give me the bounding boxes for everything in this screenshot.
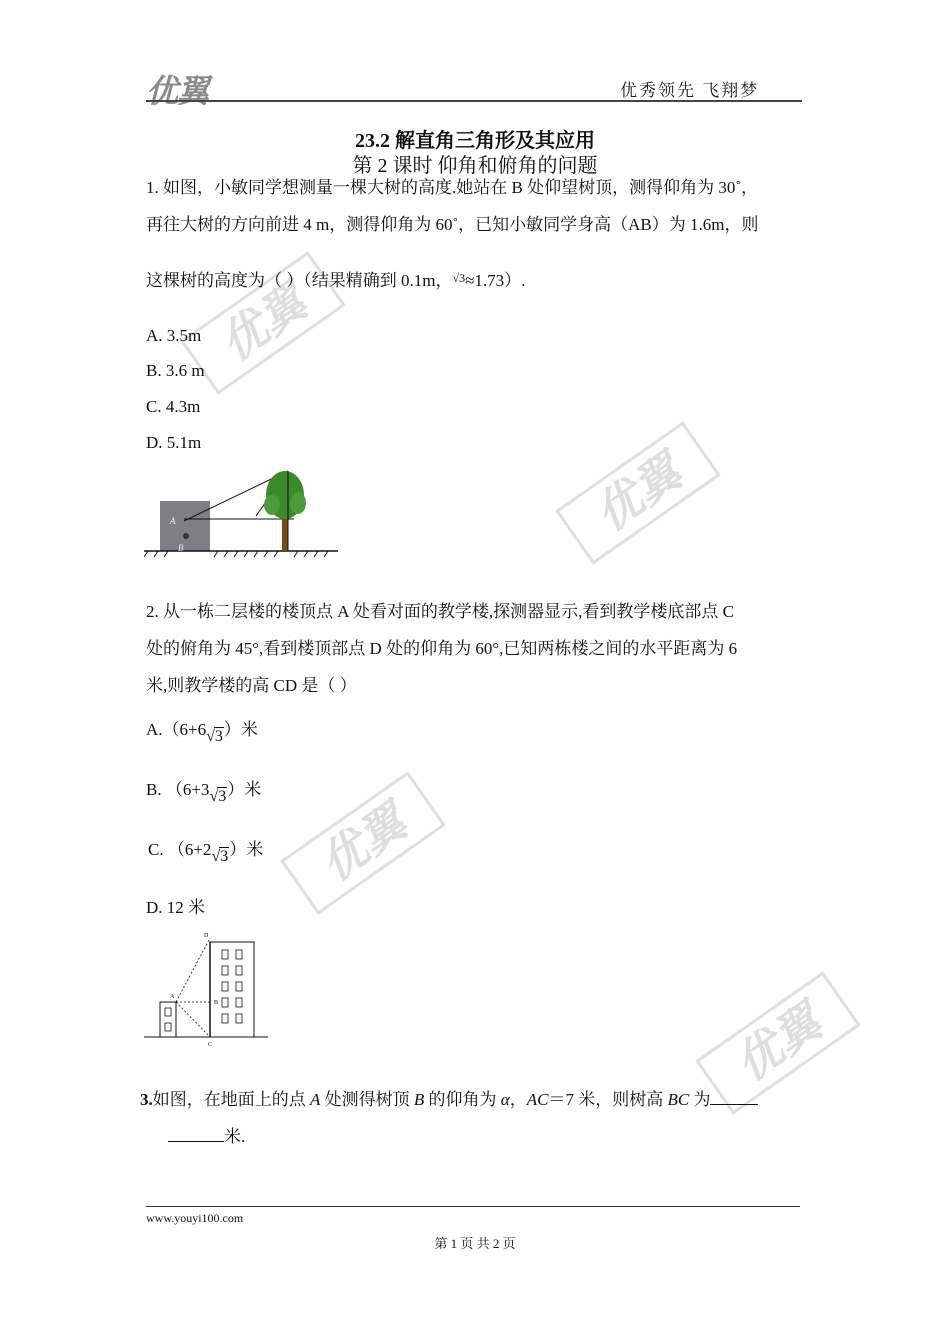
q2-building-figure [142, 930, 272, 1048]
footer-url[interactable]: www.youyi100.com [146, 1211, 244, 1225]
ground-hatching [144, 551, 328, 557]
answer-blank-cont[interactable] [168, 1141, 224, 1142]
q1-option-b: B. 3.6 m [146, 361, 205, 380]
small-building [160, 1002, 176, 1037]
header-slogan: 优秀领先 飞翔梦 [620, 81, 760, 100]
answer-blank[interactable] [710, 1104, 758, 1105]
label-a: A [170, 516, 176, 526]
label-c: C [208, 1042, 213, 1048]
watermark: 优翼 [180, 251, 346, 395]
q1-line1: 1. 如图，小敏同学想测量一棵大树的高度.她站在 B 处仰望树顶，测得仰角为 30˚， [146, 178, 758, 197]
sqrt-symbol: √3 [211, 848, 229, 865]
building-block [160, 501, 210, 551]
teaching-building [210, 942, 254, 1037]
person-icon [183, 533, 189, 539]
label-b: B [214, 1000, 219, 1006]
q2-option-b: B. （6+3√3）米 [146, 780, 262, 805]
q2-option-c: C. （6+2√3）米 [148, 840, 264, 865]
sight-line-ad [176, 938, 210, 1002]
q1-option-d: D. 5.1m [146, 433, 202, 452]
q2-line3: 米,则教学楼的高 CD 是（ ） [146, 676, 357, 695]
q1-line2: 再往大树的方向前进 4 m，测得仰角为 60˚，已知小敏同学身高（AB）为 1.6m，则 [146, 215, 759, 234]
sight-line-ac [176, 1002, 210, 1037]
q2-line2: 处的俯角为 45°,看到楼顶部点 D 处的仰角为 60°,已知两栋楼之间的水平距离为 6 [146, 639, 738, 658]
header-rule [146, 100, 802, 102]
q2-line1: 2. 从一栋二层楼的楼顶点 A 处看对面的教学楼,探测器显示,看到教学楼底部点 C [146, 602, 734, 621]
watermark: 优翼 [555, 421, 721, 565]
q3-line2: 米. [168, 1126, 245, 1148]
q1-option-c: C. 4.3m [146, 397, 201, 416]
watermark: 优翼 [280, 771, 446, 915]
q3-line1: 3.如图，在地面上的点 A 处测得树顶 B 的仰角为 α，AC＝7 米，则树高 BC 为 [140, 1089, 758, 1111]
watermark: 优翼 [695, 971, 861, 1115]
building-windows [222, 950, 242, 1023]
label-b: B [178, 543, 184, 553]
logo: 优翼 [146, 73, 209, 109]
label-d: D [204, 933, 209, 939]
page-title: 23.2 解直角三角形及其应用 [355, 130, 595, 152]
footer-rule [146, 1206, 800, 1207]
q1-option-a: A. 3.5m [146, 326, 202, 345]
label-a: A [170, 994, 175, 1000]
q1-line3: 这棵树的高度为（ ）（结果精确到 0.1m，$^{√3}$≈1.73）. [146, 271, 526, 290]
page-subtitle: 第 2 课时 仰角和俯角的问题 [352, 155, 598, 177]
sqrt-symbol: √3 [209, 788, 227, 805]
page-number: 第 1 页 共 2 页 [434, 1236, 516, 1251]
sqrt-symbol: √3 [206, 728, 223, 745]
q1-tree-figure [144, 465, 340, 560]
sqrt-symbol: √3 [452, 271, 466, 285]
q2-option-a: A.（6+6√3）米 [146, 720, 258, 745]
q2-option-d: D. 12 米 [146, 898, 206, 917]
